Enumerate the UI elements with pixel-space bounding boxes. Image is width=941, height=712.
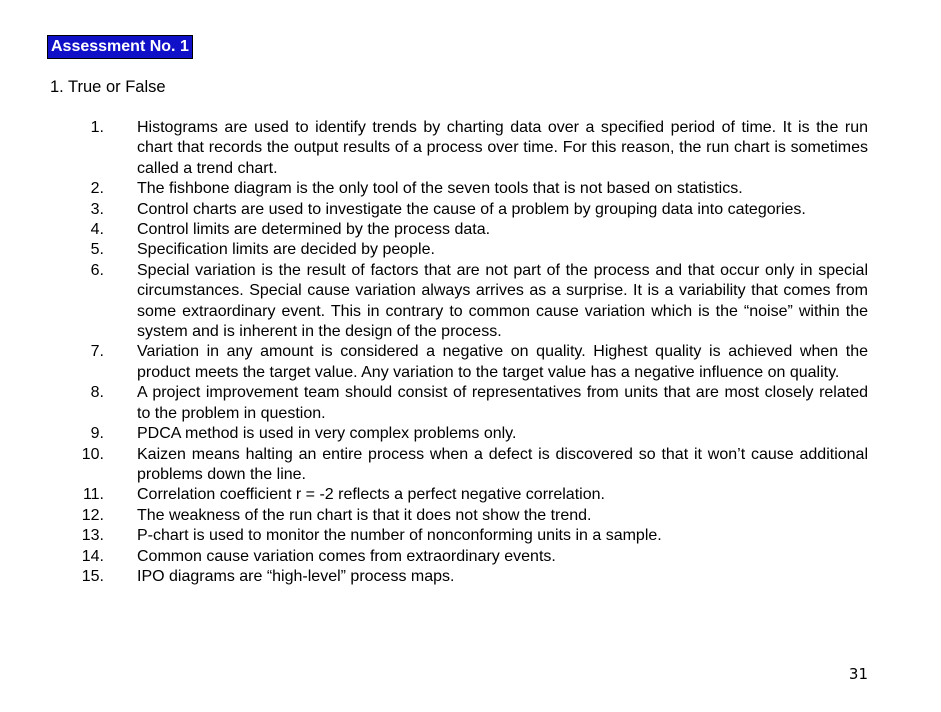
question-text: Control limits are determined by the process data. <box>137 221 491 239</box>
question-item-10 <box>0 445 941 486</box>
assessment-heading: Assessment No. 1 <box>47 35 193 59</box>
question-text: Correlation coefficient r = -2 reflects a perfect negative correlation. <box>137 486 605 504</box>
question-item-13 <box>0 526 941 546</box>
question-number: 1. <box>90 119 104 136</box>
question-number: 13. <box>81 527 104 545</box>
question-number: 7. <box>90 343 104 361</box>
question-text: PDCA method is used in very complex problems only. <box>137 425 517 443</box>
question-number: 14. <box>81 547 104 565</box>
question-text: IPO diagrams are “high-level” process maps. <box>137 567 455 585</box>
question-text: Common cause variation comes from extraordinary events. <box>137 547 556 565</box>
question-number: 4. <box>90 221 104 239</box>
question-text: The weakness of the run chart is that it does not show the trend. <box>137 506 592 524</box>
question-number: 10. <box>81 445 104 463</box>
question-text: Specification limits are decided by people. <box>137 241 435 259</box>
question-item-6 <box>0 261 941 343</box>
question-list <box>0 118 941 587</box>
question-number: 6. <box>90 261 104 279</box>
question-item-8 <box>0 383 941 424</box>
question-number: 9. <box>90 425 104 443</box>
question-text: The fishbone diagram is the only tool of the seven tools that is not based on statistics. <box>137 180 743 198</box>
question-text: A project improvement team should consist of representatives from units that are most closely related to the problem in question. <box>137 384 868 422</box>
question-item-4 <box>0 220 941 240</box>
question-number: 2. <box>90 180 104 198</box>
question-number: 12. <box>81 506 104 524</box>
question-item-9 <box>0 424 941 444</box>
question-text: P-chart is used to monitor the number of nonconforming units in a sample. <box>137 527 662 545</box>
question-item-12 <box>0 506 941 526</box>
question-text: Special variation is the result of factors that are not part of the process and that occur only in special circumstances. Special cause variation always arrives as a surprise. It is a variability that comes from some extraordinary event. This in contrary to common cause variation which is the “noise” within the system and is inherent in the design of the process. <box>137 261 868 341</box>
page-number: 31 <box>848 665 868 683</box>
question-text: Histograms are used to identify trends by charting data over a specified period of time. It is the run chart that records the output results of a process over time. For this reason, the run chart is sometimes called a trend chart. <box>137 119 868 177</box>
question-item-7 <box>0 342 941 383</box>
question-number: 11. <box>82 486 104 504</box>
question-number: 8. <box>90 384 104 402</box>
question-item-15 <box>0 567 941 587</box>
question-number: 5. <box>90 241 104 259</box>
question-number: 3. <box>90 200 104 218</box>
question-number: 15. <box>81 567 104 585</box>
question-item-5 <box>0 240 941 260</box>
question-item-1 <box>0 118 941 179</box>
question-item-2 <box>0 179 941 199</box>
question-text: Kaizen means halting an entire process when a defect is discovered so that it won’t cause additional problems down the line. <box>137 445 868 483</box>
question-item-11 <box>0 485 941 505</box>
question-item-14 <box>0 547 941 567</box>
question-text: Control charts are used to investigate the cause of a problem by grouping data into categories. <box>137 200 806 218</box>
question-text: Variation in any amount is considered a negative on quality. Highest quality is achieved when the product meets the target value. Any variation to the target value has a negative influence on quality. <box>137 343 868 381</box>
question-item-3 <box>0 200 941 220</box>
section-title: 1. True or False <box>50 78 166 96</box>
